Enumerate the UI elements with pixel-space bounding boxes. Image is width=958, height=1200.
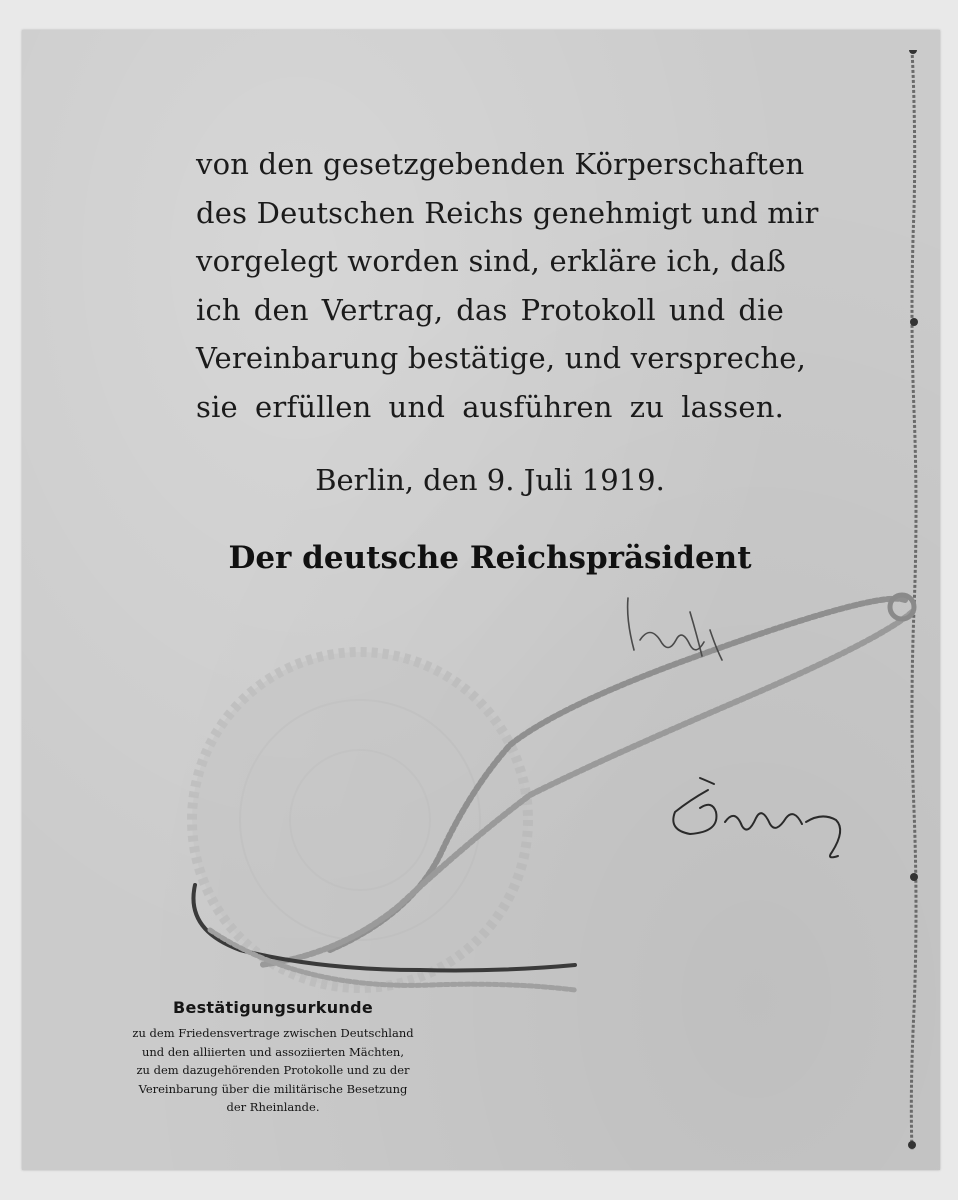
text-line: ich den Vertrag, das Protokoll und die	[196, 292, 784, 327]
ratification-text	[196, 140, 819, 431]
caption-line: zu dem dazugehörenden Protokolle und zu der	[136, 1063, 410, 1077]
text-line: Vereinbarung bestätige, und verspreche,	[196, 341, 807, 375]
text-line: sie erfüllen und ausführen zu lassen.	[196, 389, 784, 424]
caption	[108, 996, 438, 1117]
caption-line: der Rheinlande.	[226, 1100, 320, 1114]
caption-line: und den alliierten und assoziierten Mächten,	[141, 1044, 404, 1059]
text-line: von den gesetzgebenden Körperschaften	[196, 147, 805, 181]
text-line: vorgelegt worden sind, erkläre ich, daß	[196, 244, 786, 278]
place-date: Berlin, den 9. Juli 1919.	[315, 463, 665, 497]
caption-body	[108, 1024, 438, 1117]
caption-title: Bestätigungsurkunde	[172, 998, 374, 1017]
caption-line: Vereinbarung über die militärische Besetzung	[138, 1081, 408, 1096]
text-line: des Deutschen Reichs genehmigt und mir	[196, 195, 819, 230]
signature-bauer	[673, 778, 840, 857]
caption-line: zu dem Friedensvertrage zwischen Deutschland	[132, 1026, 414, 1040]
signatory-title: Der deutsche Reichspräsident	[228, 540, 752, 576]
